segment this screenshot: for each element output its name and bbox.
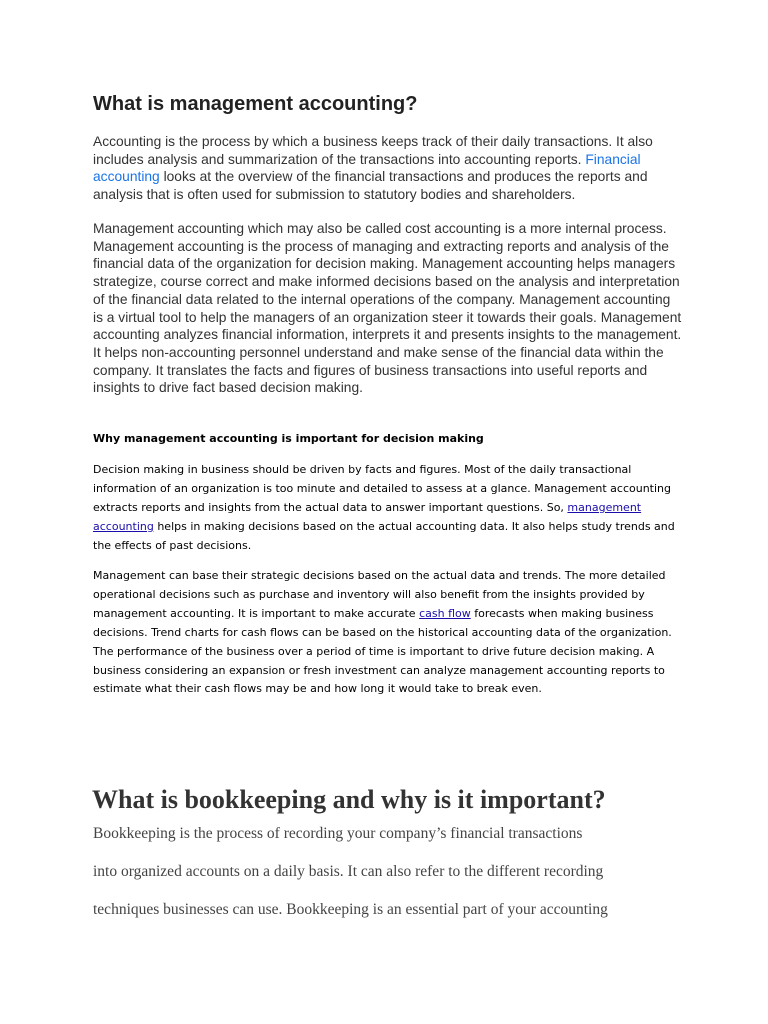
financial-accounting-link[interactable]: Financial accounting — [93, 151, 641, 185]
cash-flow-link[interactable]: cash flow — [419, 606, 471, 620]
paragraph-text: Management can base their strategic decisions based on the actual data and trends. The more detailed operational decisions such as purchase and inventory will also benefit from the insights provided by management accounting. It is important to make accurate — [93, 569, 666, 620]
paragraph-management-accounting: Management accounting which may also be called cost accounting is a more internal process. Management accounting is the process of managing and extracting reports and analysis of the financial data of the organization for decision making. Management accounting helps managers strategize, course correct and make informed decisions based on the analysis and interpretation of the financial data related to the internal operations of the company. Management accounting is a virtual tool to help the managers of an organization steer it towards their goals. Management accounting analyzes financial information, interprets it and presents insights to the management. It helps non-accounting personnel understand and make sense of the financial data within the company. It translates the facts and figures of business transactions into useful reports and insights to drive fact based decision making. — [93, 221, 682, 396]
paragraph-text: Accounting is the process by which a business keeps track of their daily transactions. It also includes analysis and summarization of the transactions into accounting reports. — [93, 134, 653, 167]
paragraph-text: Decision making in business should be driven by facts and figures. Most of the daily transactional information of an organization is too minute and detailed to assess at a glance. Management accounting extracts reports and insights from the actual data to answer important questions. So, — [93, 463, 671, 514]
bookkeeping-line-1: Bookkeeping is the process of recording your company’s financial transactions — [93, 825, 583, 842]
paragraph-text: helps in making decisions based on the actual accounting data. It also helps study trends and the effects of past decisions. — [93, 519, 675, 552]
paragraph-text: forecasts when making business decisions. Trend charts for cash flows can be based on the historical accounting data of the organization. The performance of the business over a period of time is important to drive future decision making. A business considering an expansion or fresh investment can analyze management accounting reports to estimate what their cash flows may be and how long it would take to break even. — [93, 606, 672, 696]
paragraph-text: looks at the overview of the financial transactions and produces the reports and analysis that is often used for submission to statutory bodies and shareholders. — [93, 169, 648, 203]
paragraph-accounting-intro — [93, 133, 683, 204]
heading-decision-making: Why management accounting is important for decision making — [93, 432, 484, 445]
management-accounting-link[interactable]: management accounting — [93, 500, 642, 533]
heading-management-accounting: What is management accounting? — [93, 93, 418, 115]
heading-bookkeeping: What is bookkeeping and why is it important? — [92, 785, 606, 814]
paragraph-strategic-decisions — [93, 567, 683, 699]
bookkeeping-line-2: into organized accounts on a daily basis. It can also refer to the different recording — [93, 863, 604, 880]
bookkeeping-line-3: techniques businesses can use. Bookkeeping is an essential part of your accounting — [93, 901, 608, 918]
paragraph-decision-making — [93, 461, 683, 556]
